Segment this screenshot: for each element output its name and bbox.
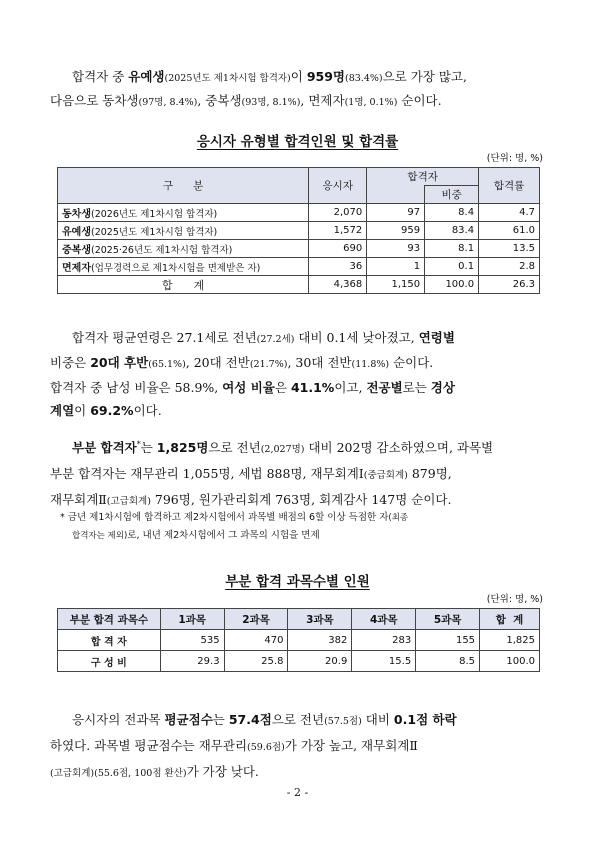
header-cell: 4과목 (352, 609, 416, 630)
cell-rate: 13.5 (479, 240, 540, 258)
pass-rate-table (57, 167, 540, 294)
text: 순이다. (397, 93, 442, 108)
table-cell: 283 (352, 630, 416, 651)
cell-applicants: 1,572 (309, 222, 367, 240)
text: 합격자 중 남성 비율은 58.9%, (50, 380, 223, 395)
header-cell: 5과목 (416, 609, 480, 630)
text: 796명, 원가관리회계 763명, 회계감사 147명 순이다. (150, 492, 452, 508)
text: , 면제자 (300, 93, 345, 108)
table-cell: 470 (224, 630, 288, 651)
bold-text: 57.4점 (228, 712, 272, 727)
row-name: 면제자 (62, 263, 91, 274)
row-desc: (2025년도 제1차시험 합격자) (90, 227, 218, 238)
row-name: 유예생 (62, 227, 91, 238)
text: 이 (290, 69, 307, 84)
cell-ratio: 0.1 (425, 258, 479, 276)
footnote-mark: * (136, 440, 141, 449)
table-cell: 25.8 (224, 651, 288, 672)
table2-title: 부분 합격 과목수별 인원 (225, 574, 370, 590)
cell-passers: 93 (367, 240, 425, 258)
bold-text: 1,825명 (156, 440, 209, 456)
footnote-mark: * (60, 512, 65, 523)
bold-text: 69.2% (90, 403, 134, 418)
partial-pass-table (57, 608, 540, 672)
table-total-row (58, 276, 540, 294)
cell-applicants: 690 (309, 240, 367, 258)
paragraph-partial-passers (50, 433, 550, 514)
row-label (58, 258, 309, 276)
row-label (58, 222, 309, 240)
bold-text: 연령별 (418, 330, 455, 345)
cell-ratio: 8.4 (425, 204, 479, 222)
cell-rate: 2.8 (479, 258, 540, 276)
row-label: 합 격 자 (58, 630, 161, 651)
text: , 30대 전반 (287, 355, 352, 370)
cell-passers: 97 (367, 204, 425, 222)
text: 금년 제1차시험에 합격하고 제2차시험에서 과목별 배점의 6할 이상 득점한 자 (67, 512, 389, 523)
table1-unit: (단위: 명, %) (486, 153, 543, 164)
table-row (58, 651, 540, 672)
text: 로, 내년 제2차시험에서 그 과목의 시험을 면제 (127, 530, 320, 541)
cell-ratio: 100.0 (425, 276, 479, 294)
text: 비중은 (50, 355, 91, 370)
text: 은 (274, 380, 291, 395)
cell-rate: 4.7 (479, 204, 540, 222)
row-desc: (2026년도 제1차시험 합격자) (90, 209, 218, 220)
header-cell: 부분 합격 과목수 (58, 609, 161, 630)
cell-applicants: 4,368 (309, 276, 367, 294)
row-desc: (2025·26년도 제1차시험 합격자) (90, 245, 233, 256)
text: 는 (212, 712, 229, 727)
cell-applicants: 36 (309, 258, 367, 276)
text: , 20대 전반 (185, 355, 250, 370)
small-text: (27.2세) (256, 334, 295, 345)
col-pass-rate: 합격률 (479, 168, 540, 204)
cell-rate: 61.0 (479, 222, 540, 240)
cell-rate: 26.3 (479, 276, 540, 294)
bold-text: 유예생 (128, 69, 165, 84)
col-division: 구 분 (58, 168, 309, 204)
small-text: (97명, 8.4%) (138, 97, 198, 108)
col-applicants: 응시자 (309, 168, 367, 204)
table-cell: 100.0 (480, 651, 540, 672)
text: 하였다. 과목별 평균점수는 재무관리 (50, 738, 248, 753)
text: 재무회계Ⅱ (50, 492, 107, 508)
bold-text: 전공별 (366, 380, 403, 395)
table-cell: 1,825 (480, 630, 540, 651)
col-passers: 합격자 (367, 168, 479, 186)
bold-text: 경상 (430, 380, 455, 395)
header-empty-cell (367, 186, 425, 204)
small-text: (57.5점) (324, 716, 362, 727)
small-text: (83.4%) (345, 73, 383, 84)
table-cell: 20.9 (288, 651, 352, 672)
row-label (58, 204, 309, 222)
table-row (58, 630, 540, 651)
row-desc: (업무경력으로 제1차시험을 면제받은 자) (90, 263, 261, 274)
small-text: (2,027명) (260, 444, 305, 456)
total-label: 합 계 (58, 276, 309, 294)
page-number: - 2 - (286, 786, 309, 799)
header-cell: 2과목 (224, 609, 288, 630)
bold-text: 959명 (306, 69, 345, 84)
bold-text: 41.1% (290, 380, 335, 395)
small-text: (중급회계) (363, 470, 408, 482)
text: 이 (74, 403, 91, 418)
header-cell: 1과목 (160, 609, 224, 630)
cell-ratio: 8.1 (425, 240, 479, 258)
text: 으로 전년 (271, 712, 325, 727)
table-header-row (58, 609, 540, 630)
small-text: (21.7%) (249, 359, 288, 370)
bold-text: 부분 합격자 (72, 440, 137, 456)
paragraph-average-score (50, 708, 550, 786)
header-cell: 3과목 (288, 609, 352, 630)
footnote (60, 509, 550, 545)
text: 대비 (361, 712, 394, 727)
paragraph-pass-by-type (50, 66, 550, 114)
bold-text: 평균점수 (164, 712, 213, 727)
table-row (58, 240, 540, 258)
text: 다음으로 동차생 (50, 93, 139, 108)
bold-text: 계열 (50, 403, 75, 418)
text: 는 (140, 440, 157, 456)
cell-passers: 1 (367, 258, 425, 276)
header-cell: 합 계 (480, 609, 540, 630)
text: 로는 (402, 380, 431, 395)
cell-ratio: 83.4 (425, 222, 479, 240)
row-name: 동차생 (62, 209, 91, 220)
cell-passers: 1,150 (367, 276, 425, 294)
text: 이고, (334, 380, 367, 395)
table2-unit: (단위: 명, %) (486, 594, 543, 605)
text: 합격자 평균연령은 27.1세로 전년 (72, 330, 257, 345)
small-text: (65.1%) (148, 359, 186, 370)
table-header-row (58, 168, 540, 186)
small-text: (고급회계)(55.6점, 100점 환산) (50, 768, 187, 779)
cell-applicants: 2,070 (309, 204, 367, 222)
table-cell: 29.3 (160, 651, 224, 672)
text: 으로 전년 (208, 440, 261, 456)
text: 대비 0.1세 낮아졌고, (294, 330, 419, 345)
table-cell: 15.5 (352, 651, 416, 672)
paragraph-age-gender (50, 326, 550, 422)
table-cell: 535 (160, 630, 224, 651)
small-text: (93명, 8.1%) (241, 97, 301, 108)
text: 순이다. (389, 355, 434, 370)
text: 이다. (133, 403, 162, 418)
text: 대비 202명 감소하였으며, 과목별 (304, 440, 494, 456)
row-label: 구 성 비 (58, 651, 161, 672)
small-text: (2025년도 제1차시험 합격자) (164, 73, 291, 84)
small-text: (최종 (388, 513, 409, 523)
bold-text: 0.1점 하락 (393, 712, 457, 727)
small-text: (11.8%) (351, 359, 390, 370)
row-label (58, 240, 309, 258)
table-cell: 155 (416, 630, 480, 651)
text: 으로 가장 많고, (382, 69, 467, 84)
col-ratio: 비중 (425, 186, 479, 204)
text: 응시자의 전과목 (72, 712, 165, 727)
text: 879명, (407, 466, 452, 482)
table-cell: 8.5 (416, 651, 480, 672)
text: , 중복생 (197, 93, 242, 108)
bold-text: 여성 비율 (222, 380, 275, 395)
small-text: (1명, 0.1%) (344, 97, 398, 108)
table-row (58, 222, 540, 240)
small-text: (59.6점) (247, 742, 285, 753)
row-name: 중복생 (62, 245, 91, 256)
table-row (58, 258, 540, 276)
text: 부분 합격자는 재무관리 1,055명, 세법 888명, 재무회계Ⅰ (50, 466, 364, 482)
cell-passers: 959 (367, 222, 425, 240)
table-cell: 382 (288, 630, 352, 651)
text: 합격자 중 (72, 69, 129, 84)
table1-title: 응시자 유형별 합격인원 및 합격률 (196, 134, 399, 150)
bold-text: 20대 후반 (90, 355, 149, 370)
table-row (58, 204, 540, 222)
text: 가 가장 높고, 재무회계Ⅱ (284, 738, 418, 753)
small-text: (고급회계) (106, 496, 151, 508)
small-text: 합격자는 제외) (72, 531, 128, 541)
text: 가 가장 낮다. (186, 764, 259, 779)
